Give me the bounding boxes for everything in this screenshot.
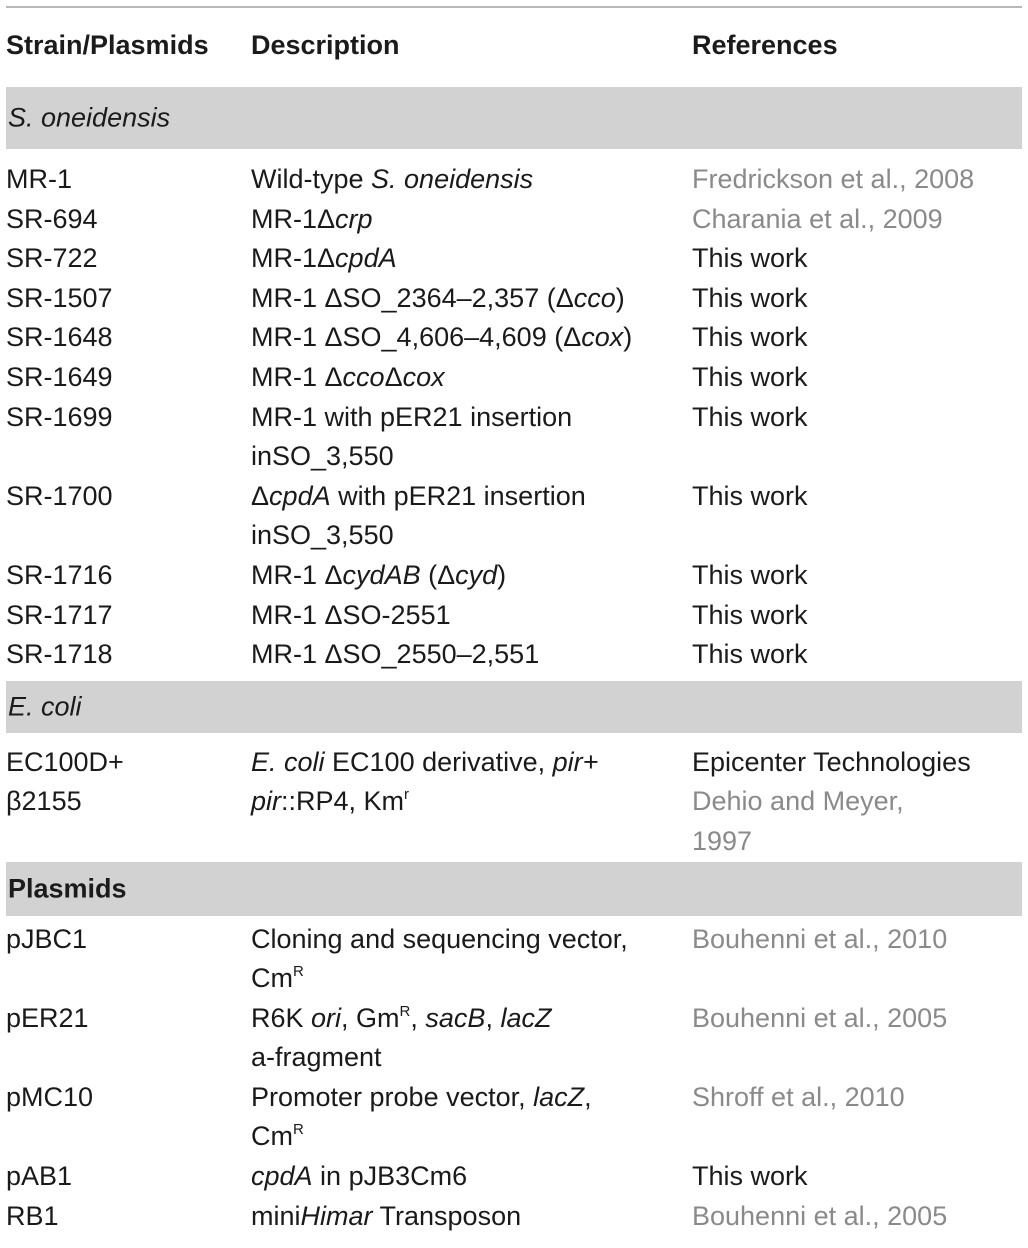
table-row [6, 1157, 1022, 1197]
table-row [6, 596, 1022, 636]
desc-text-run: Cm [251, 963, 293, 994]
reference-line: Dehio and Meyer, [692, 786, 904, 817]
reference-link[interactable] [692, 160, 974, 200]
description-cell [251, 398, 572, 477]
desc-text-run: MR-1 ΔSO-2551 [251, 599, 451, 630]
desc-text-run: cpdA [335, 243, 397, 274]
description-line [251, 160, 533, 200]
desc-text-run: cox [402, 361, 445, 392]
section-header [6, 87, 1022, 149]
desc-text-run: , Gm [341, 1002, 400, 1033]
section-rows [6, 733, 1022, 862]
description-cell [251, 160, 533, 200]
desc-text-run: Cm [251, 1121, 293, 1152]
desc-text-run: cpdA [251, 1161, 313, 1192]
strain-cell: SR-1718 [6, 639, 113, 670]
reference-link[interactable] [692, 920, 947, 960]
reference-line: Fredrickson et al., 2008 [692, 164, 975, 194]
description-line [251, 999, 551, 1039]
desc-text-run: Δ [251, 480, 270, 511]
desc-text-run: MR-1 Δ [251, 361, 343, 392]
table-row [6, 1078, 1022, 1157]
desc-text-run: EC100 derivative, [324, 746, 553, 777]
strain-cell: RB1 [6, 1200, 59, 1231]
section-header [6, 862, 1022, 916]
desc-text-run: crp [335, 203, 373, 234]
desc-text-run: ) [615, 282, 625, 313]
desc-text-run: Promoter probe vector, [251, 1081, 534, 1112]
table-row [6, 477, 1022, 556]
description-cell [251, 200, 373, 240]
reference-cell [692, 556, 808, 596]
description-cell [251, 743, 598, 783]
description-cell [251, 1078, 592, 1157]
header-references: References [692, 30, 838, 60]
desc-text-run: r [404, 786, 410, 804]
desc-text-run: Wild-type [251, 164, 372, 194]
reference-cell [692, 1157, 808, 1197]
reference-cell [692, 477, 808, 517]
description-line [251, 398, 572, 438]
reference-line: 1997 [692, 825, 753, 856]
table-header [6, 8, 1022, 87]
desc-text-run: MR-1 ΔSO_2364–2,357 (Δ [251, 282, 574, 313]
desc-text-run: R [293, 1121, 304, 1139]
desc-text-run: Cloning and sequencing vector, [251, 923, 628, 954]
reference-line: This work [692, 639, 808, 670]
reference-line: Shroff et al., 2010 [692, 1081, 905, 1112]
strain-cell: MR-1 [6, 164, 72, 194]
desc-text-run: lacZ [500, 1002, 552, 1033]
description-line [251, 782, 409, 822]
table-row [6, 398, 1022, 477]
desc-text-run: Transposon [372, 1200, 522, 1231]
reference-cell [692, 398, 808, 438]
reference-line: This work [692, 243, 808, 274]
desc-text-run: in pJB3Cm6 [312, 1161, 468, 1192]
desc-text-run: inSO_3,550 [251, 520, 394, 551]
strain-cell: SR-1648 [6, 322, 113, 353]
table-row [6, 358, 1022, 398]
desc-text-run: MR-1Δ [251, 243, 336, 274]
desc-text-run: , [410, 1002, 426, 1033]
description-line [251, 596, 451, 636]
strain-cell: pAB1 [6, 1161, 73, 1192]
table-row [6, 239, 1022, 279]
reference-line: This work [692, 322, 808, 353]
description-line [251, 1078, 592, 1118]
reference-line: Charania et al., 2009 [692, 203, 943, 234]
description-line [251, 358, 445, 398]
description-cell [251, 358, 445, 398]
desc-text-run: E. coli [251, 746, 325, 777]
desc-text-run: pir+ [552, 746, 599, 777]
description-cell [251, 1197, 521, 1237]
description-cell [251, 920, 628, 999]
section-title: S. oneidensis [8, 102, 171, 133]
description-line [251, 1157, 467, 1197]
desc-text-run: cyd [455, 559, 498, 590]
description-cell [251, 318, 632, 358]
desc-text-run: (Δ [420, 559, 456, 590]
desc-text-run: MR-1 Δ [251, 559, 343, 590]
strain-cell: SR-1716 [6, 559, 113, 590]
reference-cell [692, 318, 808, 358]
description-line [251, 556, 506, 596]
description-cell [251, 477, 586, 556]
desc-text-run: ) [623, 322, 633, 353]
reference-link[interactable] [692, 782, 904, 861]
desc-text-run: Himar [300, 1200, 373, 1231]
desc-text-run: MR-1 ΔSO_4,606–4,609 (Δ [251, 322, 582, 353]
reference-line: This work [692, 480, 808, 511]
reference-cell [692, 635, 808, 675]
section-rows [6, 149, 1022, 681]
description-line [251, 318, 632, 358]
desc-text-run: mini [251, 1200, 301, 1231]
reference-cell [692, 239, 808, 279]
desc-text-run: R [293, 963, 304, 981]
desc-text-run: cpdA [269, 480, 331, 511]
reference-line: This work [692, 401, 808, 432]
desc-text-run: Δ [384, 361, 403, 392]
table-row [6, 556, 1022, 596]
strain-cell: SR-1649 [6, 361, 113, 392]
desc-text-run: ori [311, 1002, 342, 1033]
table-row [6, 1197, 1022, 1237]
description-line [251, 477, 586, 517]
table-row [6, 279, 1022, 319]
reference-cell [692, 743, 971, 783]
strain-cell: EC100D+ [6, 746, 124, 777]
strain-cell: β2155 [6, 786, 82, 817]
reference-link[interactable] [692, 1078, 905, 1118]
desc-text-run: R [399, 1002, 411, 1020]
strain-cell: SR-1700 [6, 480, 113, 511]
reference-line: This work [692, 559, 808, 590]
strain-cell: pMC10 [6, 1081, 94, 1112]
desc-text-run: MR-1Δ [251, 203, 336, 234]
desc-text-run: cco [342, 361, 385, 392]
strain-cell: SR-722 [6, 243, 98, 274]
reference-line: This work [692, 282, 808, 313]
description-line [251, 635, 539, 675]
reference-cell [692, 279, 808, 319]
section-title: Plasmids [8, 873, 127, 903]
description-cell [251, 239, 397, 279]
table-row [6, 920, 1022, 999]
table-row [6, 160, 1022, 200]
description-cell [251, 782, 409, 822]
description-line [251, 743, 598, 783]
section-header [6, 681, 1022, 733]
desc-text-run: pir [251, 786, 282, 817]
desc-text-run: lacZ [533, 1081, 585, 1112]
strain-table [6, 8, 1022, 1236]
description-cell [251, 999, 551, 1078]
desc-text-run: , [584, 1081, 592, 1112]
description-cell [251, 635, 539, 675]
header-description: Description [251, 30, 400, 60]
table-row [6, 743, 1022, 783]
description-line [251, 516, 586, 556]
reference-link[interactable] [692, 999, 947, 1039]
reference-line: Bouhenni et al., 2010 [692, 923, 948, 954]
description-line [251, 1038, 551, 1078]
reference-line: This work [692, 1161, 808, 1192]
header-strain: Strain/Plasmids [6, 30, 209, 60]
desc-text-run: , [485, 1002, 501, 1033]
reference-link[interactable] [692, 1197, 947, 1237]
description-line [251, 959, 628, 999]
description-line [251, 437, 572, 477]
section-title: E. coli [8, 691, 82, 722]
reference-line: Bouhenni et al., 2005 [692, 1200, 948, 1231]
desc-text-run: MR-1 with pER21 insertion [251, 401, 573, 432]
reference-line: Epicenter Technologies [692, 746, 971, 777]
desc-text-run: sacB [425, 1002, 486, 1033]
strain-cell: SR-1717 [6, 599, 113, 630]
section-rows [6, 916, 1022, 1237]
description-line [251, 279, 625, 319]
reference-line: This work [692, 599, 808, 630]
description-cell [251, 279, 625, 319]
desc-text-run: R6K [251, 1002, 312, 1033]
table-row [6, 999, 1022, 1078]
desc-text-run: cydAB [342, 559, 421, 590]
reference-line: Bouhenni et al., 2005 [692, 1002, 948, 1033]
reference-line: This work [692, 361, 808, 392]
reference-link[interactable] [692, 200, 943, 240]
table-row [6, 200, 1022, 240]
reference-cell [692, 596, 808, 636]
table-row [6, 318, 1022, 358]
description-cell [251, 1157, 467, 1197]
desc-text-run: cox [581, 322, 624, 353]
desc-text-run: S. oneidensis [371, 164, 534, 194]
desc-text-run: ) [497, 559, 507, 590]
description-line [251, 239, 397, 279]
desc-text-run: MR-1 ΔSO_2550–2,551 [251, 639, 540, 670]
desc-text-run: with pER21 insertion [330, 480, 586, 511]
table-row [6, 635, 1022, 675]
description-cell [251, 596, 451, 636]
description-line [251, 1117, 592, 1157]
reference-cell [692, 358, 808, 398]
strain-cell: SR-694 [6, 203, 98, 234]
description-line [251, 200, 373, 240]
desc-text-run: cco [573, 282, 616, 313]
table-row [6, 782, 1022, 861]
strain-cell: SR-1507 [6, 282, 113, 313]
strain-cell: pER21 [6, 1002, 89, 1033]
strain-cell: pJBC1 [6, 923, 88, 954]
description-line [251, 920, 628, 960]
strain-cell: SR-1699 [6, 401, 113, 432]
desc-text-run: inSO_3,550 [251, 441, 394, 472]
desc-text-run: ::RP4, Km [281, 786, 405, 817]
desc-text-run: a-fragment [251, 1042, 382, 1073]
description-line [251, 1197, 521, 1237]
description-cell [251, 556, 506, 596]
